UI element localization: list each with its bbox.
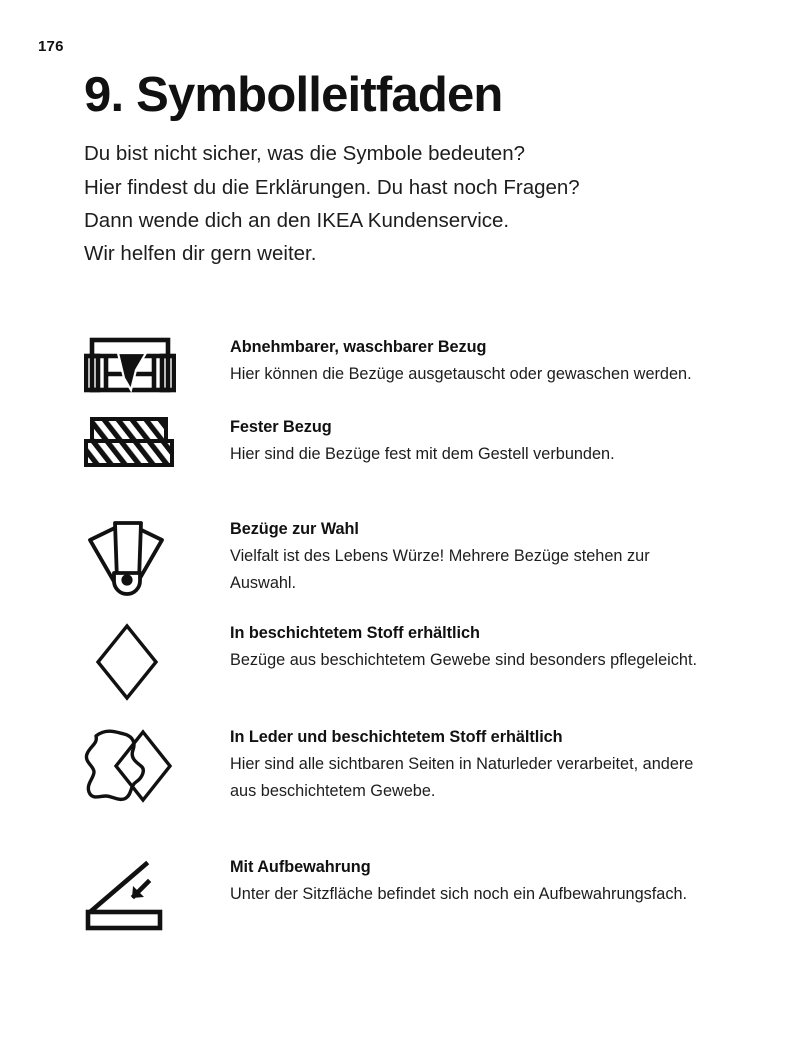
storage-box-with-lid-icon — [84, 860, 170, 932]
intro-line: Wir helfen dir gern weiter. — [84, 242, 317, 266]
text-cell — [230, 332, 724, 388]
symbol-description: Hier sind die Bezüge fest mit dem Gestell verbunden. — [230, 445, 615, 464]
intro-line: Du bist nicht sicher, was die Symbole bedeuten? — [84, 142, 526, 166]
symbol-heading: Mit Aufbewahrung — [230, 858, 371, 876]
leather-hide-and-diamond-icon — [84, 726, 174, 806]
intro-line: Hier findest du die Erklärungen. Du hast noch Fragen? — [84, 175, 580, 199]
icon-cell — [84, 852, 230, 932]
intro-paragraph — [84, 137, 724, 270]
text-cell — [230, 852, 724, 908]
symbol-entry — [84, 514, 724, 598]
symbol-heading: Bezüge zur Wahl — [230, 520, 359, 538]
icon-cell — [84, 332, 230, 394]
symbol-entry — [84, 412, 724, 468]
page-number: 176 — [38, 38, 64, 55]
symbol-description: Unter der Sitzfläche befindet sich noch ein Aufbewahrungsfach. — [230, 885, 688, 904]
symbol-entry — [84, 722, 724, 806]
symbol-entry — [84, 332, 724, 394]
fabric-swatch-fan-icon — [84, 518, 170, 598]
text-cell — [230, 412, 724, 468]
coated-fabric-diamond-icon — [84, 622, 170, 702]
icon-cell — [84, 412, 230, 468]
page-header-block — [84, 70, 724, 270]
text-cell — [230, 722, 724, 804]
symbol-heading: In Leder und beschichtetem Stoff erhältlich — [230, 728, 563, 746]
text-cell — [230, 514, 724, 596]
symbol-description: Bezüge aus beschichtetem Gewebe sind besonders pflegeleicht. — [230, 651, 698, 670]
symbol-description: Hier sind alle sichtbaren Seiten in Naturleder verarbeitet, andere aus beschichtetem Gewebe. — [230, 755, 694, 800]
symbol-heading: Fester Bezug — [230, 418, 332, 436]
icon-cell — [84, 618, 230, 702]
text-cell — [230, 618, 724, 674]
symbol-description: Hier können die Bezüge ausgetauscht oder gewaschen werden. — [230, 365, 692, 384]
page-title: 9. Symbolleitfaden — [84, 68, 503, 122]
fixed-cover-hatched-bars-icon — [84, 416, 176, 468]
icon-cell — [84, 514, 230, 598]
intro-line: Dann wende dich an den IKEA Kundenservice. — [84, 208, 510, 232]
symbol-heading: In beschichtetem Stoff erhältlich — [230, 624, 480, 642]
symbol-legend-list — [84, 332, 724, 932]
icon-cell — [84, 722, 230, 806]
removable-washable-cover-sofa-icon — [84, 336, 176, 394]
symbol-heading: Abnehmbarer, waschbarer Bezug — [230, 338, 487, 356]
symbol-description: Vielfalt ist des Lebens Würze! Mehrere Bezüge stehen zur Auswahl. — [230, 547, 650, 592]
symbol-entry — [84, 852, 724, 932]
symbol-entry — [84, 618, 724, 702]
